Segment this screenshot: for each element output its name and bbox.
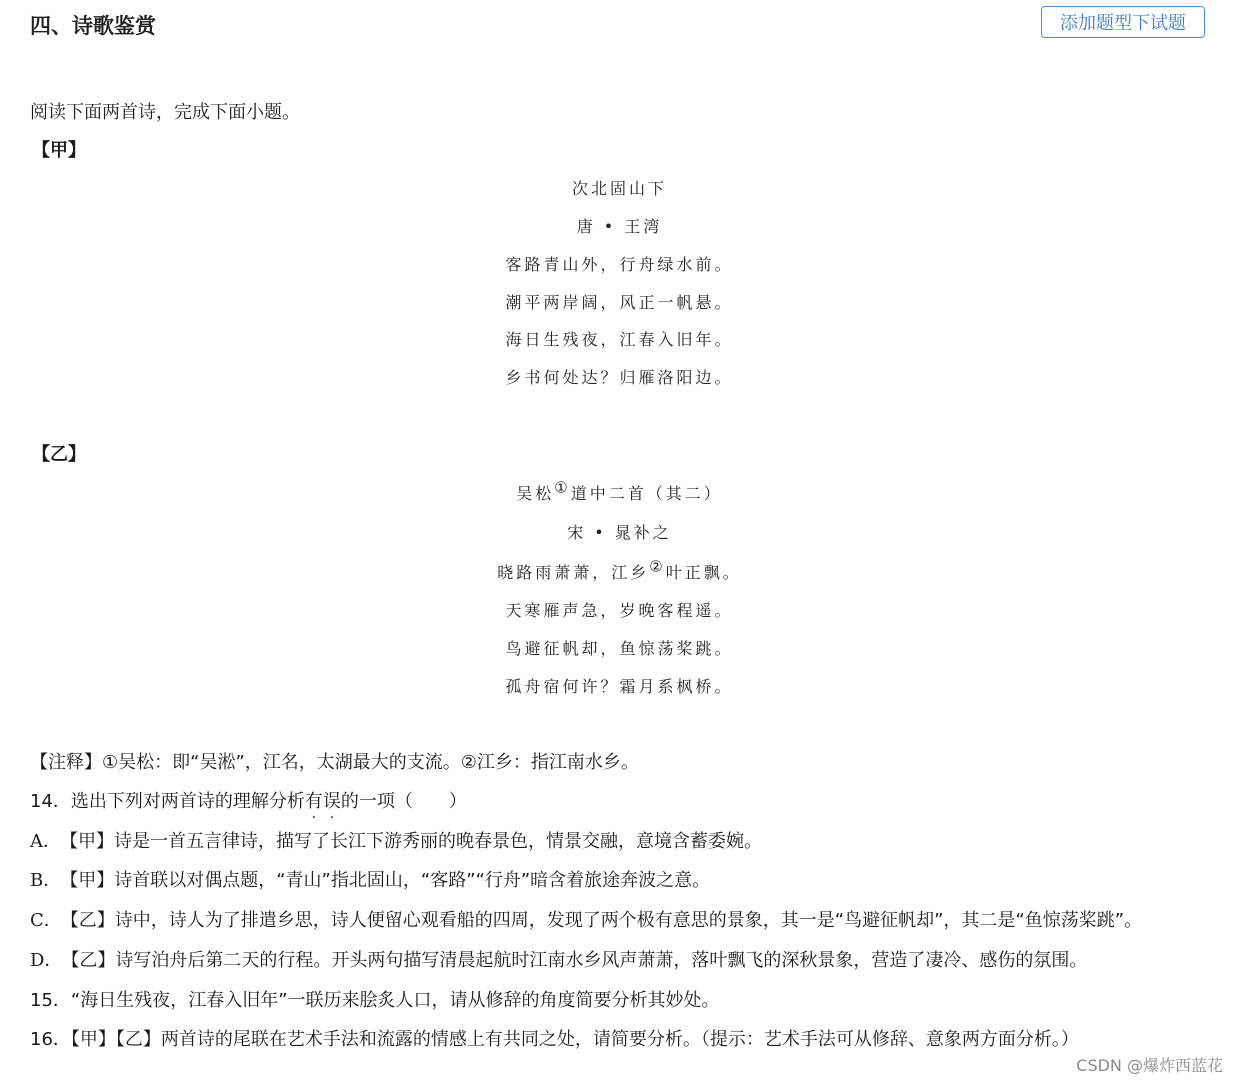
option-d-text: 【乙】诗写泊舟后第二天的行程。开头两句描写清晨起航时江南水乡风声萧萧，落叶飘飞的深秋景象，营造了凄冷、感伤的氛围。 [70,950,1088,971]
question-14-pre: 14．选出下列对两首诗的理解分析 [30,791,305,812]
poem-b-tag: 【乙】 [32,444,86,465]
poem-a-author: 唐 • 王湾 [576,217,663,236]
question-16: 16．【甲】【乙】两首诗的尾联在艺术手法和流露的情感上有共同之处，请简要分析。（提示：艺术手法可从修辞、意象两方面分析。） [30,1029,1079,1050]
emphasis-char-1: 有 [304,791,323,812]
emphasis-char-2: 误 [322,791,341,812]
option-b[interactable] [30,866,710,892]
question-14-post: 的一项（ ） [340,791,467,812]
poem-b-line-3: 鸟避征帆却，鱼惊荡桨跳。 [505,639,734,658]
option-c-letter: C． [30,910,62,931]
question-15: 15．“海日生残夜，江春入旧年”一联历来脍炙人口，请从修辞的角度简要分析其妙处。 [30,990,720,1011]
poem-b-line-4: 孤舟宿何许？霜月系枫桥。 [505,677,734,696]
add-question-button[interactable]: 添加题型下试题 [1041,6,1205,38]
poem-b-line-1 [0,557,1239,583]
poem-a-line-4: 乡书何处达？归雁洛阳边。 [505,368,734,387]
section-title: 四、诗歌鉴赏 [30,14,156,38]
watermark: CSDN @爆炸西蓝花 [1076,1056,1223,1075]
option-d-letter: D． [30,950,63,971]
option-c-text: 【乙】诗中，诗人为了排遣乡思，诗人便留心观看船的四周，发现了两个极有意思的景象，其一是“鸟避征帆却”，其二是“鱼惊荡桨跳”。 [69,910,1143,931]
poem-b-title-pre: 吴松 [516,484,555,503]
poem-a-tag: 【甲】 [32,140,86,161]
option-c[interactable] [30,906,1142,932]
option-a[interactable] [30,827,762,853]
intro-text: 阅读下面两首诗，完成下面小题。 [30,102,300,123]
poem-b-line-1-post: 叶正飘。 [665,563,742,582]
poem-b-author: 宋 • 晁补之 [567,523,672,542]
option-a-text: 【甲】诗是一首五言律诗，描写了长江下游秀丽的晚春景色，情景交融，意境含蓄委婉。 [69,831,762,852]
poem-b-line-1-pre: 晓路雨萧萧，江乡 [497,563,650,582]
question-14 [30,787,467,813]
poem-a-title: 次北固山下 [571,179,667,198]
option-b-text: 【甲】诗首联以对偶点题，“青山”指北固山，“客路”“行舟”暗含着旅途奔波之意。 [69,870,711,891]
poem-a-line-1: 客路青山外，行舟绿水前。 [505,255,734,274]
poem-b-line-2: 天寒雁声急，岁晚客程遥。 [505,601,734,620]
option-d[interactable] [30,946,1087,972]
option-a-letter: A． [30,831,61,852]
poem-b-title [0,478,1239,504]
footnote-mark-1: ① [554,478,571,497]
annotation-note: 【注释】①吴松：即“吴淞”，江名，太湖最大的支流。②江乡：指江南水乡。 [30,752,639,773]
poem-a-line-2: 潮平两岸阔，风正一帆悬。 [505,293,734,312]
option-b-letter: B． [30,870,62,891]
poem-a-line-3: 海日生残夜，江春入旧年。 [505,330,734,349]
footnote-mark-2: ② [649,557,666,576]
poem-b-title-post: 道中二首（其二） [570,484,723,503]
